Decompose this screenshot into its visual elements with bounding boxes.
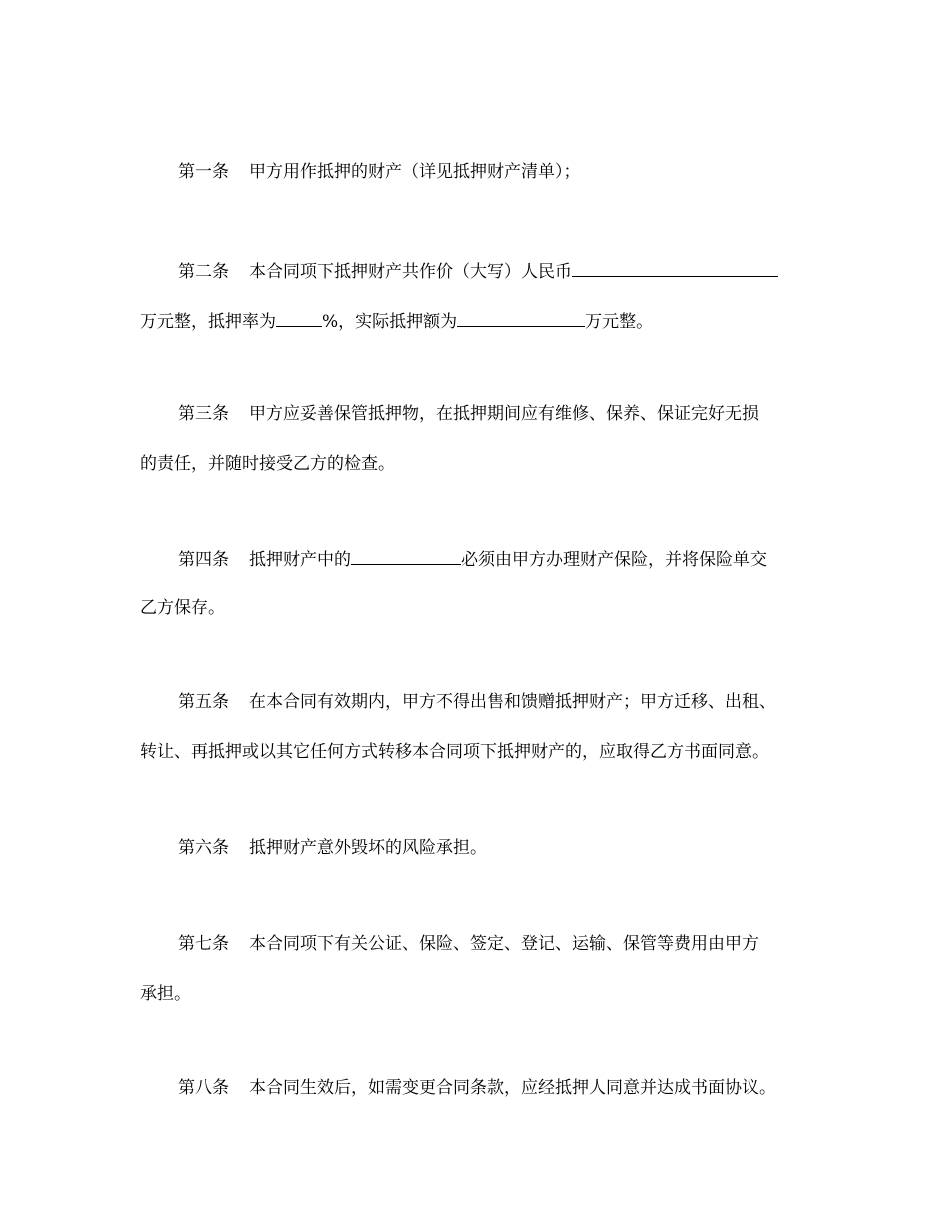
article-text: 万元整，抵押率为 <box>140 312 276 332</box>
valuation-amount-blank[interactable] <box>572 258 778 277</box>
article-text: 的责任，并随时接受乙方的检查。 <box>140 454 395 474</box>
article-label: 第八条 <box>178 1078 229 1098</box>
article-4-continued <box>140 596 812 620</box>
article-text: 乙方保存。 <box>140 598 225 618</box>
article-text: 甲方应妥善保管抵押物，在抵押期间应有维修、保养、保证完好无损 <box>249 404 759 424</box>
article-7 <box>178 932 812 956</box>
article-label: 第七条 <box>178 934 229 954</box>
article-3 <box>178 402 812 426</box>
article-text: 本合同生效后，如需变更合同条款，应经抵押人同意并达成书面协议。 <box>249 1078 776 1098</box>
article-text: 转让、再抵押或以其它任何方式转移本合同项下抵押财产的，应取得乙方书面同意。 <box>140 742 769 762</box>
article-6 <box>178 836 812 860</box>
article-text: 甲方用作抵押的财产（详见抵押财产清单）； <box>249 162 581 182</box>
article-text: 必须由甲方办理财产保险，并将保险单交 <box>461 550 767 570</box>
article-label: 第五条 <box>178 692 229 712</box>
article-text: 万元整。 <box>585 312 654 332</box>
actual-mortgage-amount-blank[interactable] <box>457 308 585 327</box>
article-text: %，实际抵押额为 <box>322 312 458 332</box>
article-text: 抵押财产中的 <box>249 550 351 570</box>
article-label: 第四条 <box>178 550 229 570</box>
article-label: 第一条 <box>178 162 229 182</box>
article-text: 本合同项下有关公证、保险、签定、登记、运输、保管等费用由甲方 <box>249 934 759 954</box>
article-4 <box>178 546 812 572</box>
article-8 <box>178 1076 812 1100</box>
article-label: 第六条 <box>178 838 229 858</box>
article-2 <box>178 258 812 284</box>
article-text: 承担。 <box>140 984 191 1004</box>
article-text: 在本合同有效期内，甲方不得出售和馈赠抵押财产；甲方迁移、出租、 <box>249 692 776 712</box>
article-label: 第三条 <box>178 404 229 424</box>
article-3-continued <box>140 452 812 476</box>
article-5 <box>178 690 812 714</box>
article-2-continued <box>140 308 812 334</box>
article-1 <box>178 160 812 184</box>
insured-property-blank[interactable] <box>351 546 461 565</box>
article-7-continued <box>140 982 812 1006</box>
article-text: 本合同项下抵押财产共作价（大写）人民币 <box>249 262 572 282</box>
article-5-continued <box>140 740 812 764</box>
article-text: 抵押财产意外毁坏的风险承担。 <box>249 838 487 858</box>
article-label: 第二条 <box>178 262 229 282</box>
mortgage-rate-blank[interactable] <box>276 308 322 327</box>
